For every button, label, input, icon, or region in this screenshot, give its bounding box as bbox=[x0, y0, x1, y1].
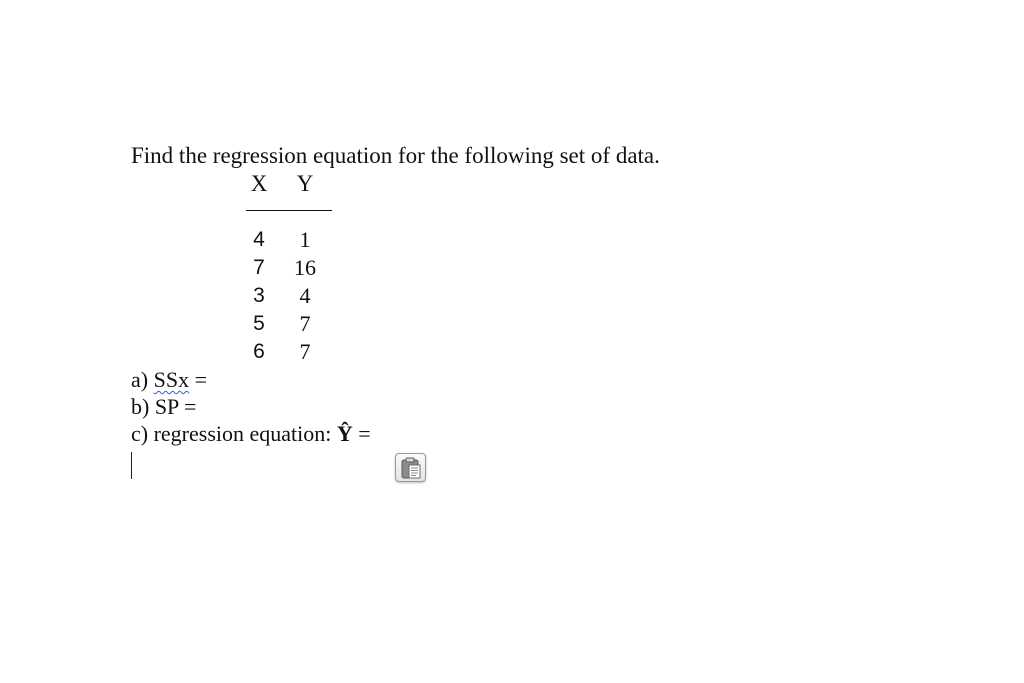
clipboard-paste-icon bbox=[401, 457, 422, 480]
table-row bbox=[246, 338, 332, 366]
question-a bbox=[131, 366, 371, 393]
cell-y: 1 bbox=[299, 227, 311, 252]
cell-y: 7 bbox=[299, 339, 311, 364]
cell-x: 5 bbox=[253, 312, 265, 335]
ssx-term: SSx bbox=[153, 367, 190, 392]
table-rows bbox=[246, 226, 332, 366]
table-header bbox=[246, 170, 332, 198]
text-cursor[interactable] bbox=[131, 452, 132, 479]
problem-prompt: Find the regression equation for the following set of data. bbox=[131, 143, 660, 168]
cell-y: 4 bbox=[299, 283, 311, 308]
question-c-prefix: c) regression equation: bbox=[131, 421, 337, 446]
question-a-suffix: = bbox=[189, 367, 207, 392]
cell-x: 6 bbox=[253, 340, 265, 363]
cell-x: 7 bbox=[253, 256, 265, 279]
table-row bbox=[246, 310, 332, 338]
question-c bbox=[131, 420, 371, 447]
cell-y: 16 bbox=[294, 255, 316, 280]
column-header-y: Y bbox=[296, 171, 314, 196]
cell-x: 4 bbox=[253, 228, 265, 251]
cell-y: 7 bbox=[299, 311, 311, 336]
header-rule bbox=[246, 210, 332, 211]
paste-options-button[interactable] bbox=[395, 453, 426, 482]
table-row bbox=[246, 226, 332, 254]
cell-x: 3 bbox=[253, 284, 265, 307]
question-list bbox=[131, 366, 371, 447]
column-header-x: X bbox=[250, 171, 268, 196]
question-a-prefix: a) bbox=[131, 367, 154, 392]
question-c-suffix: = bbox=[352, 421, 371, 446]
question-b: b) SP = bbox=[131, 394, 197, 419]
table-row bbox=[246, 282, 332, 310]
y-hat-symbol: Ŷ bbox=[336, 421, 353, 446]
table-row bbox=[246, 254, 332, 282]
data-table bbox=[246, 170, 332, 364]
